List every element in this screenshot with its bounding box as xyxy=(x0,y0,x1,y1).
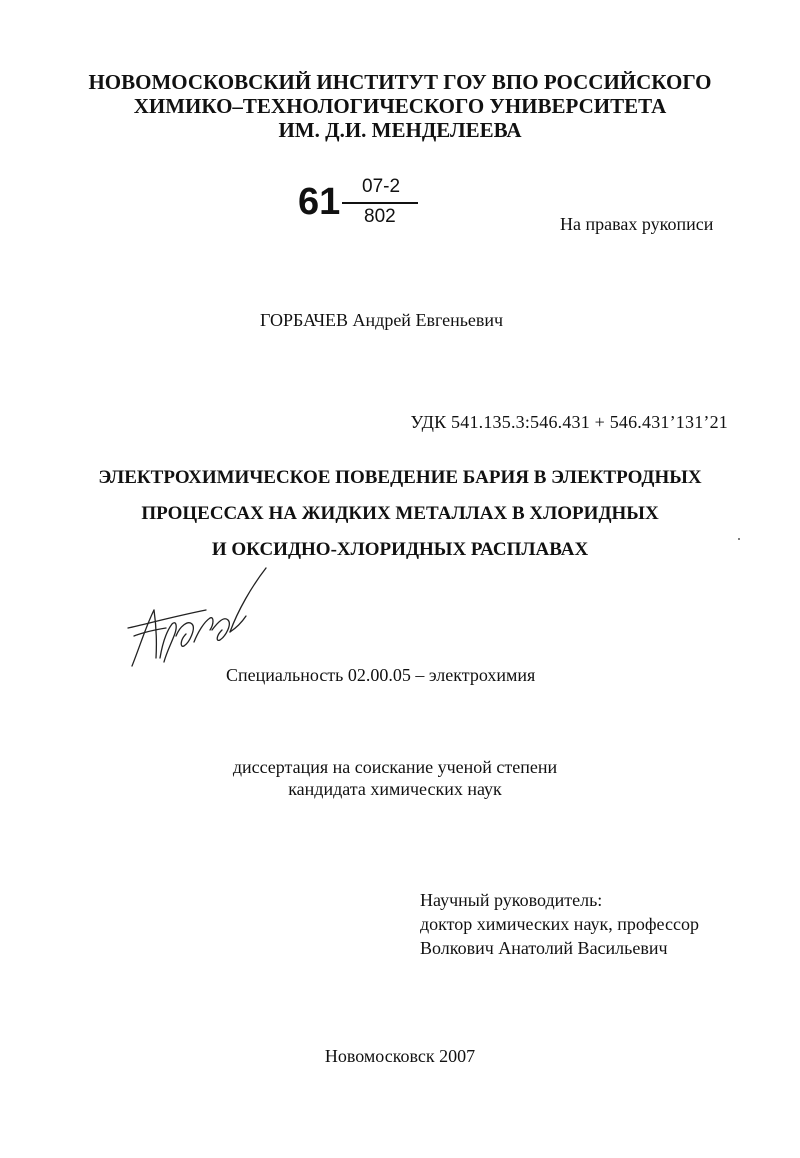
supervisor-name: Волкович Анатолий Васильевич xyxy=(420,938,668,958)
degree-line-1: диссертация на соискание ученой степени xyxy=(232,757,558,777)
dissertation-title xyxy=(0,460,800,568)
archive-code xyxy=(298,176,428,236)
archive-code-divider xyxy=(342,202,418,204)
city-year: Новомосковск 2007 xyxy=(324,1046,476,1066)
handwritten-signature xyxy=(126,566,276,676)
specialty: Специальность 02.00.05 – электрохимия xyxy=(226,665,536,685)
udc-code: УДК 541.135.3:546.431 + 546.431’131’21 xyxy=(410,412,728,432)
degree-line-2: кандидата химических наук xyxy=(288,779,502,799)
title-line-3: И ОКСИДНО-ХЛОРИДНЫХ РАСПЛАВАХ xyxy=(211,539,589,560)
archive-code-main: 61 xyxy=(298,181,341,223)
title-line-2: ПРОЦЕССАХ НА ЖИДКИХ МЕТАЛЛАХ В ХЛОРИДНЫХ xyxy=(141,503,659,524)
archive-code-denominator: 802 xyxy=(364,206,396,227)
institution-line-2: ХИМИКО–ТЕХНОЛОГИЧЕСКОГО УНИВЕРСИТЕТА xyxy=(133,94,667,118)
supervisor-label: Научный руководитель: xyxy=(420,890,603,910)
institution-line-1: НОВОМОСКОВСКИЙ ИНСТИТУТ ГОУ ВПО РОССИЙСКОГО xyxy=(88,70,712,94)
institution-line-3: ИМ. Д.И. МЕНДЕЛЕЕВА xyxy=(278,118,522,142)
dissertation-degree xyxy=(0,756,790,800)
author-name: ГОРБАЧЕВ Андрей Евгеньевич xyxy=(260,310,504,330)
scan-speck xyxy=(738,538,740,540)
supervisor-block xyxy=(420,888,699,960)
archive-code-numerator: 07-2 xyxy=(362,176,401,197)
supervisor-degree: доктор химических наук, профессор xyxy=(420,914,699,934)
title-line-1: ЭЛЕКТРОХИМИЧЕСКОЕ ПОВЕДЕНИЕ БАРИЯ В ЭЛЕКТРОДНЫХ xyxy=(98,467,702,488)
rights-note: На правах рукописи xyxy=(560,214,714,234)
